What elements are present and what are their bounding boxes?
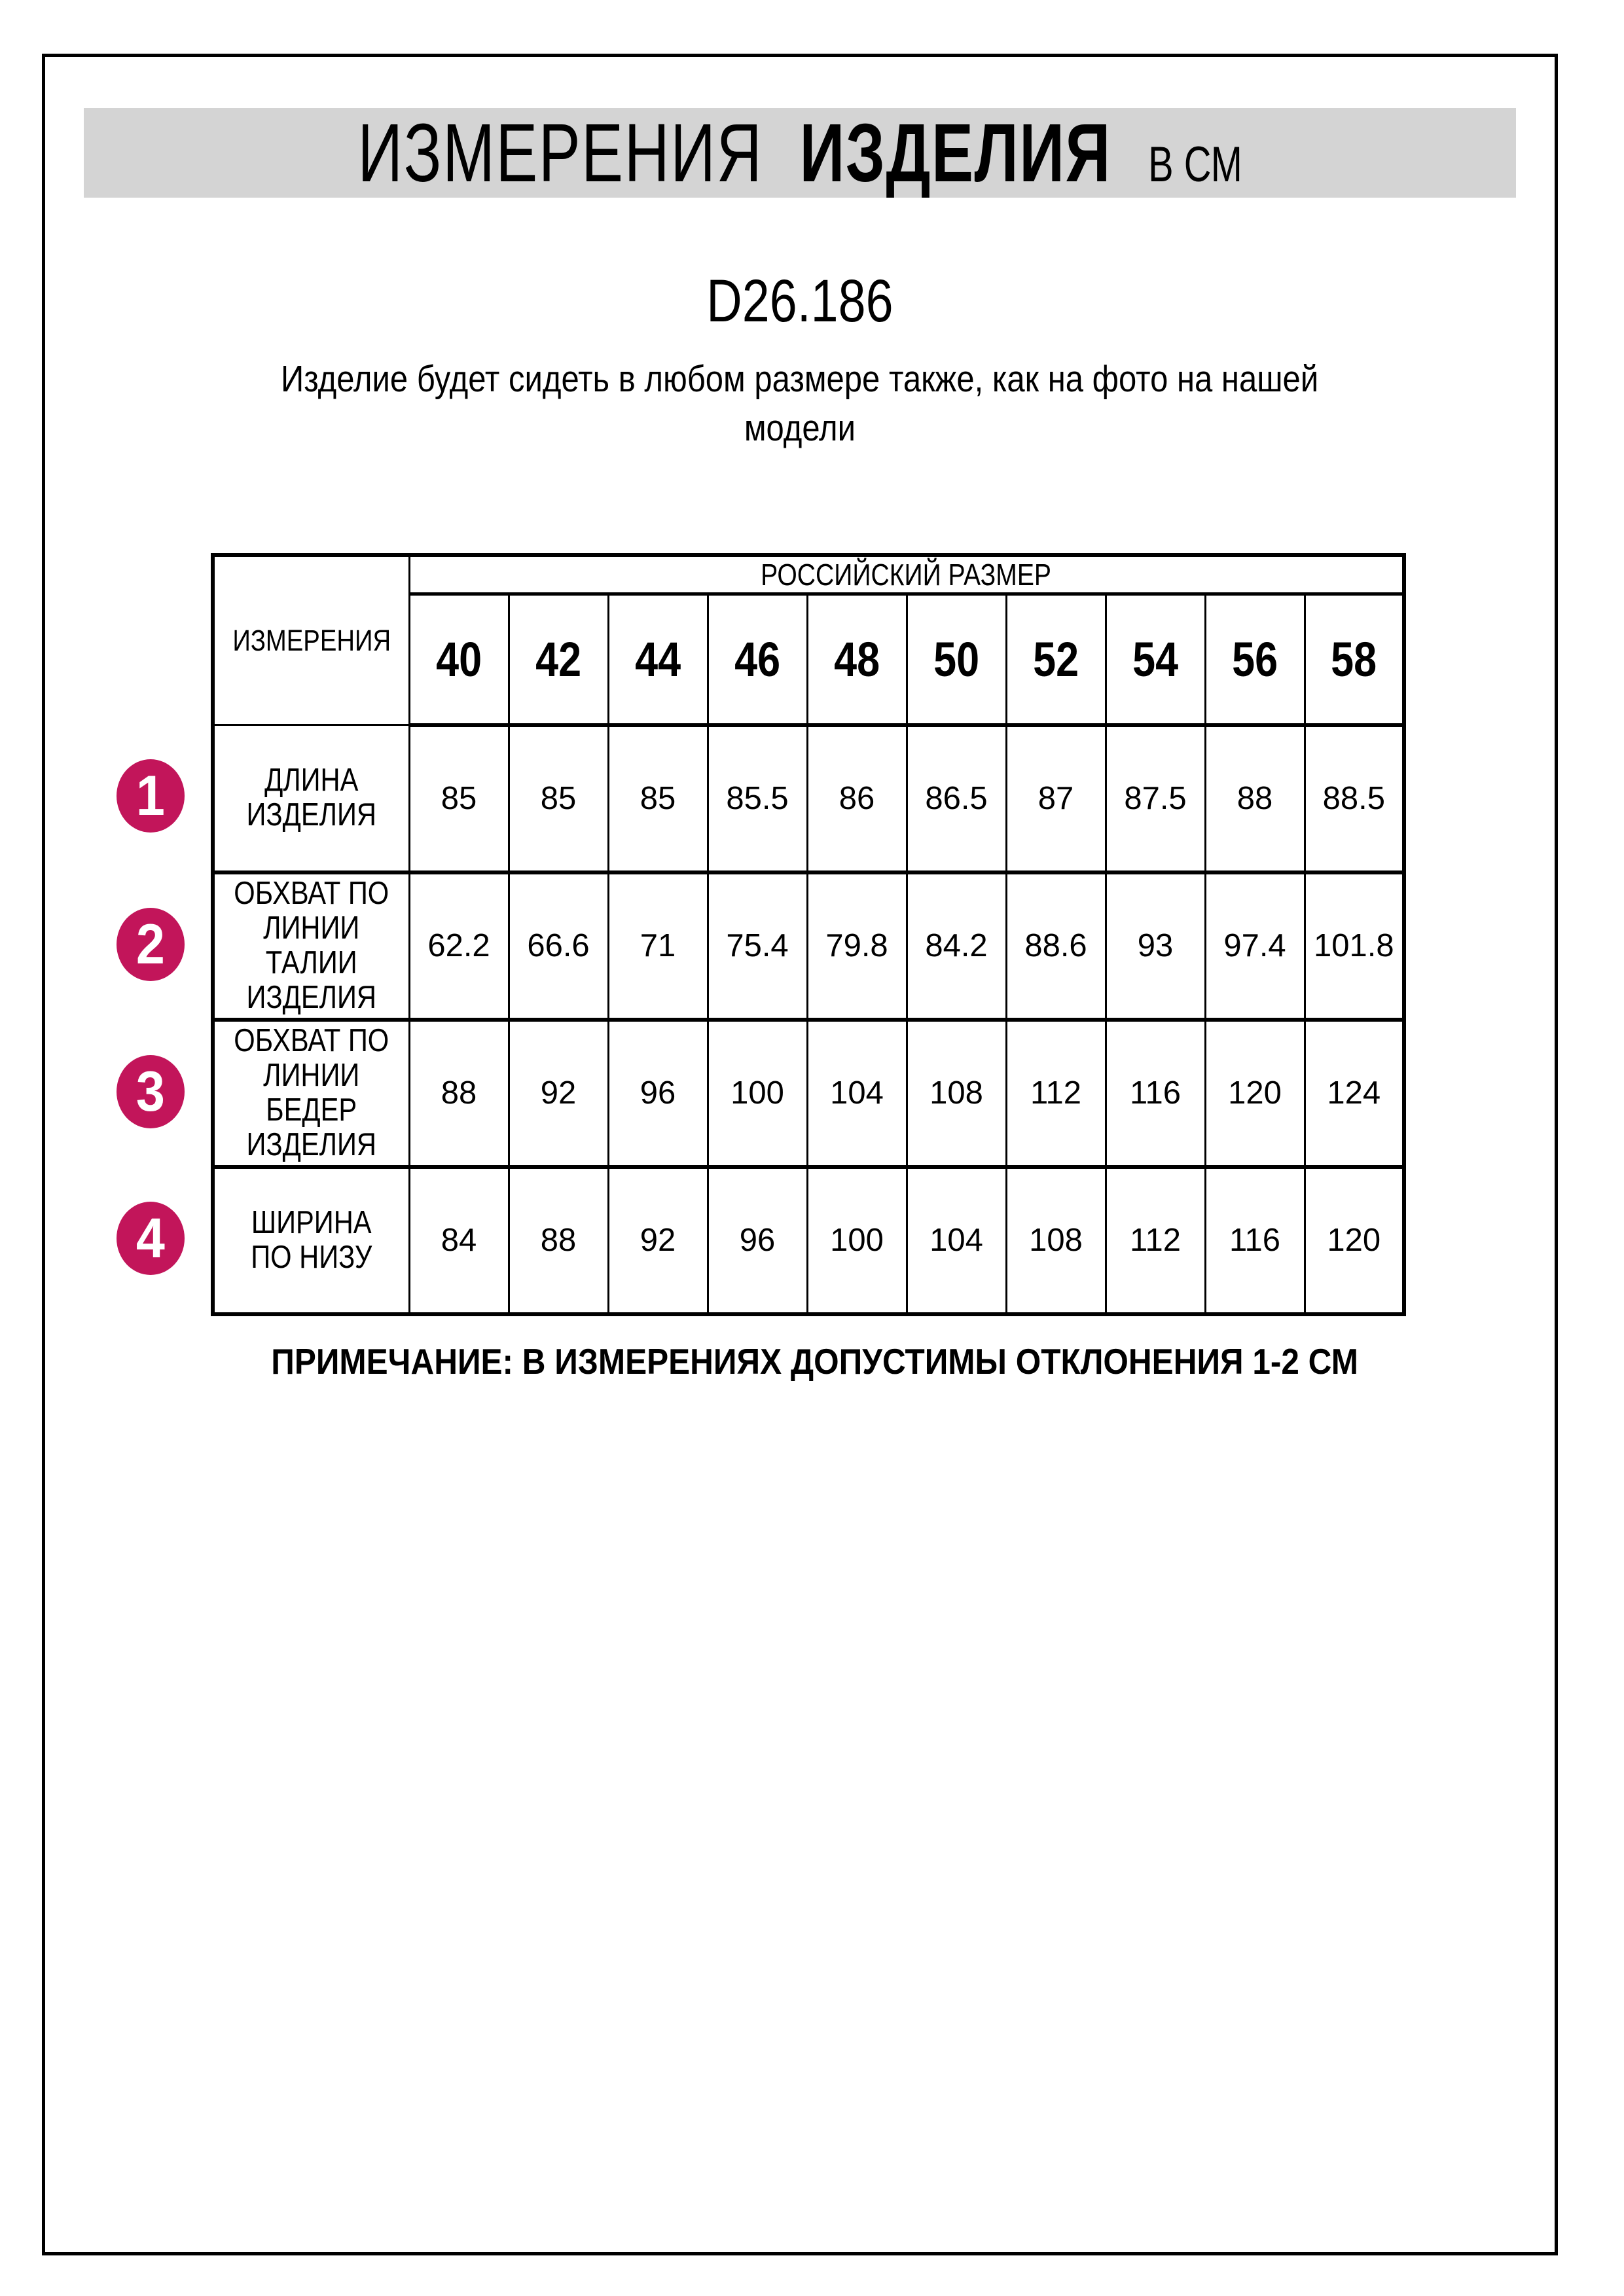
value-cell: 124 xyxy=(1305,1020,1404,1167)
size-cell: 46 xyxy=(708,594,807,725)
row-label-cell: ОБХВАТ ПО ЛИНИИ БЕДЕР ИЗДЕЛИЯ xyxy=(213,1020,409,1167)
value-cell: 116 xyxy=(1106,1020,1205,1167)
value-cell: 71 xyxy=(608,872,708,1020)
table-row-length xyxy=(213,725,1404,872)
measurements-header-cell: ИЗМЕРЕНИЯ xyxy=(213,555,409,725)
value-cell: 116 xyxy=(1205,1167,1305,1314)
value-cell: 85 xyxy=(409,725,509,872)
value-cell: 92 xyxy=(608,1167,708,1314)
russian-size-header-cell: РОССИЙСКИЙ РАЗМЕР xyxy=(409,555,1404,594)
value-cell: 88 xyxy=(1205,725,1305,872)
size-cell: 42 xyxy=(509,594,608,725)
size-cell: 44 xyxy=(608,594,708,725)
value-cell: 108 xyxy=(1006,1167,1106,1314)
table-row-waist xyxy=(213,872,1404,1020)
value-cell: 100 xyxy=(807,1167,907,1314)
size-cell: 56 xyxy=(1205,594,1305,725)
table-row xyxy=(213,555,1404,594)
value-cell: 75.4 xyxy=(708,872,807,1020)
value-cell: 88.5 xyxy=(1305,725,1404,872)
value-cell: 62.2 xyxy=(409,872,509,1020)
size-table xyxy=(211,553,1406,1316)
value-cell: 84 xyxy=(409,1167,509,1314)
row-label-cell: ОБХВАТ ПО ЛИНИИ ТАЛИИ ИЗДЕЛИЯ xyxy=(213,872,409,1020)
title-word-measurements: ИЗМЕРЕНИЯ xyxy=(357,107,763,199)
value-cell: 100 xyxy=(708,1020,807,1167)
tolerance-note: ПРИМЕЧАНИЕ: В ИЗМЕРЕНИЯХ ДОПУСТИМЫ ОТКЛОНЕНИЯ 1-2 СМ xyxy=(271,1341,1358,1382)
value-cell: 97.4 xyxy=(1205,872,1305,1020)
value-cell: 96 xyxy=(708,1167,807,1314)
table-row-hips xyxy=(213,1020,1404,1167)
size-cell: 52 xyxy=(1006,594,1106,725)
title-unit-cm: В СМ xyxy=(1148,137,1242,192)
row-marker-4: 4 xyxy=(117,1202,185,1275)
value-cell: 112 xyxy=(1006,1020,1106,1167)
title-bar xyxy=(84,108,1516,198)
row-label-cell: ШИРИНА ПО НИЗУ xyxy=(213,1167,409,1314)
value-cell: 85.5 xyxy=(708,725,807,872)
size-cell: 40 xyxy=(409,594,509,725)
value-cell: 85 xyxy=(509,725,608,872)
value-cell: 101.8 xyxy=(1305,872,1404,1020)
value-cell: 104 xyxy=(907,1167,1006,1314)
value-cell: 66.6 xyxy=(509,872,608,1020)
fit-description-line-1: Изделие будет сидеть в любом размере также, как на фото на нашей xyxy=(281,358,1319,400)
size-table-container xyxy=(211,553,1406,1316)
value-cell: 88 xyxy=(409,1020,509,1167)
value-cell: 87.5 xyxy=(1106,725,1205,872)
value-cell: 86.5 xyxy=(907,725,1006,872)
value-cell: 85 xyxy=(608,725,708,872)
page-title xyxy=(357,105,1242,200)
size-cell: 58 xyxy=(1305,594,1404,725)
value-cell: 120 xyxy=(1205,1020,1305,1167)
model-code: D26.186 xyxy=(706,268,893,334)
table-row-bottom-width xyxy=(213,1167,1404,1314)
fit-description xyxy=(42,355,1558,453)
size-cell: 50 xyxy=(907,594,1006,725)
value-cell: 108 xyxy=(907,1020,1006,1167)
value-cell: 104 xyxy=(807,1020,907,1167)
row-label-cell: ДЛИНА ИЗДЕЛИЯ xyxy=(213,725,409,872)
value-cell: 87 xyxy=(1006,725,1106,872)
value-cell: 96 xyxy=(608,1020,708,1167)
value-cell: 112 xyxy=(1106,1167,1205,1314)
row-marker-2: 2 xyxy=(117,908,185,981)
value-cell: 92 xyxy=(509,1020,608,1167)
value-cell: 84.2 xyxy=(907,872,1006,1020)
size-cell: 48 xyxy=(807,594,907,725)
row-marker-1: 1 xyxy=(117,759,185,833)
value-cell: 86 xyxy=(807,725,907,872)
value-cell: 88.6 xyxy=(1006,872,1106,1020)
fit-description-line-2: модели xyxy=(744,407,856,449)
value-cell: 88 xyxy=(509,1167,608,1314)
row-marker-3: 3 xyxy=(117,1055,185,1128)
size-cell: 54 xyxy=(1106,594,1205,725)
value-cell: 120 xyxy=(1305,1167,1404,1314)
title-word-product: ИЗДЕЛИЯ xyxy=(799,107,1111,199)
value-cell: 93 xyxy=(1106,872,1205,1020)
value-cell: 79.8 xyxy=(807,872,907,1020)
